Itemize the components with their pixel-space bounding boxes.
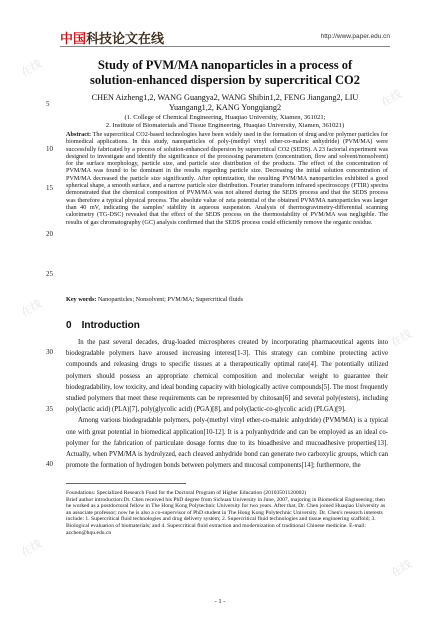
abstract [66,131,388,226]
line-number: 35 [46,405,53,413]
watermark: 在线 [18,298,45,320]
logo-cn: 中国 [60,31,87,46]
watermark: 在线 [388,328,415,350]
page-header [60,26,390,47]
section-heading [66,320,150,331]
section-number: 0 [66,320,72,331]
logo-rest: 科技论文在线 [86,31,165,46]
affiliation-2: 2. Institute of Biomaterials and Tissue Engineering, Huaqiao University, Xiamen, 361021) [105,122,345,129]
body-text [66,337,388,471]
site-logo[interactable] [60,28,164,47]
line-number: 40 [46,460,53,468]
line-number: 15 [46,184,53,192]
footnote-author-intro: Brief author introduction:Dr. Chen received his PhD degree from Sichuan University in June, 2007, majoring in Biomedical Engineering; then he worked as a postdoctoral fellow in The Hong Kong Polytechnic University for two years. After that, Dr. Chen joined Huaqiao University as an associate professor; now he is also a co-supervisor of PhD student in The Hong Kong Polytechnic University. Dr. Chen's research interests include: 1. Supercritical fluid technologies and drug delivery system; 2. Supercritical fluid technologies and tissue engineering scaffold; 3. Biological evaluation of biomaterials; and 4. Supercritical fluid extraction and modernization of traditional Chinese medicine. E-mail: azchen@hqu.edu.cn [66,496,386,536]
watermark: 在线 [388,558,415,580]
footnote-foundation: Foundations: Specialized Research Fund for the Doctoral Program of Higher Education (20103501120002) [66,490,307,496]
body-paragraph: Among various biodegradable polymers, poly-(methyl vinyl ether-co-maleic anhydride) (PVM/MA) is a typical one with great potential in biomedical application[10-12]. It is a polyanhydride and can be employed as an ideal co-polymer for the fabrication of particulate dosage forms due to its bioadhesive and mucoadhesive properties[13]. Actually, when PVM/MA is hydrolyzed, each cleaved anhydride bond can generate two carboxylic groups, which can promote the formation of hydrogen bonds between polymers and mucosal components[14]; furthermore, the [66,417,388,470]
line-number: 5 [46,100,50,108]
paper-title-line2: solution-enhanced dispersion by supercritical CO2 [90,73,360,87]
watermark: 在线 [378,88,405,110]
affiliation-1: (1. College of Chemical Engineering, Huaqiao University, Xiamen, 361021; [124,114,326,121]
line-number: 10 [46,145,53,153]
abstract-label: Abstract: [66,131,92,138]
line-number: 20 [46,230,53,238]
section-title: Introduction [81,320,140,331]
footnotes [66,490,388,536]
author-line1: CHEN Aizheng1,2, WANG Guangya2, WANG Shibin1,2, FENG Jiangang2, LIU [91,93,359,102]
site-url[interactable]: http://www.paper.edu.cn [320,33,390,40]
footnote-rule [66,483,186,484]
watermark: 在线 [18,58,45,80]
paper-title-line1: Study of PVM/MA nanoparticles in a process of [97,58,353,72]
abstract-text: The supercritical CO2-based technologies have been widely used in the formation of drug and/or polymer particles for biomedical applications. In this study, nanoparticles of poly-(methyl vinyl ether-co-maleic anhydride) (PVM/MA) were successfully fabricated by a process of solution-enhanced dispersion by supercritical CO2 (SEDS). A 23 factorial experiment was designed to investigate and identify the significance of the processing parameters (concentration, flow and solvent/nonsolvent) for the surface morphology, particle size, and particle size distribution of the products. The effect of the concentration of PVM/MA was found to be dominant in the results regarding particle size. Decreasing the initial solution concentration of PVM/MA decreased the particle size significantly. After optimization, the resulting PVM/MA nanoparticles exhibited a good spherical shape, a smooth surface, and a narrow particle size distribution. Fourier transform infrared spectroscopy (FTIR) spectra demonstrated that the chemical composition of PVM/MA was not altered during the SEDS process and that the SEDS process was therefore a typical physical process. The absolute value of zeta potential of the obtained PVM/MA nanoparticles was larger than 40 mV, indicating the samples' stability in aqueous suspension. Analysis of thermogravimetry-differential scanning calorimetry (TG-DSC) revealed that the effect of the SEDS process on the thermostability of PVM/MA was negligible. The results of gas chromatography (GC) analysis confirmed that the SEDS process could efficiently remove the organic residue. [66,131,389,226]
body-paragraph: In the past several decades, drug-loaded microspheres created by incorporating pharmaceutical agents into biodegradable polymers have aroused increasing interest[1-3]. This strategy can combine protecting active compounds and releasing drugs to specific tissues at a therapeutically optimal rate[4]. The potentially utilized polymers should possess an appropriate chemical composition and molecular weight to guarantee their biodegradability, low toxicity, and ideal bonding capacity with biologically active compounds[5]. The most frequently studied polymers that meet these requirements can be represented by chitosan[6] and several poly(esters), including poly(lactic acid) (PLA)[7], poly(glycolic acid) (PGA)[8], and poly(lactic-co-glycolic acid) (PLGA)[9]. [66,339,388,414]
author-list [60,93,390,113]
watermark: 在线 [18,538,45,560]
keywords [66,296,388,303]
author-line2: Yuangang1,2, KANG Yongqiang2 [168,103,282,112]
keywords-label: Key words: [66,296,97,303]
page-number: - 1 - [214,598,226,605]
keywords-text: Nanoparticles; Nonsolvent; PVM/MA; Supercritical fluids [97,296,244,303]
line-number: 30 [46,348,53,356]
line-number: 25 [46,270,53,278]
